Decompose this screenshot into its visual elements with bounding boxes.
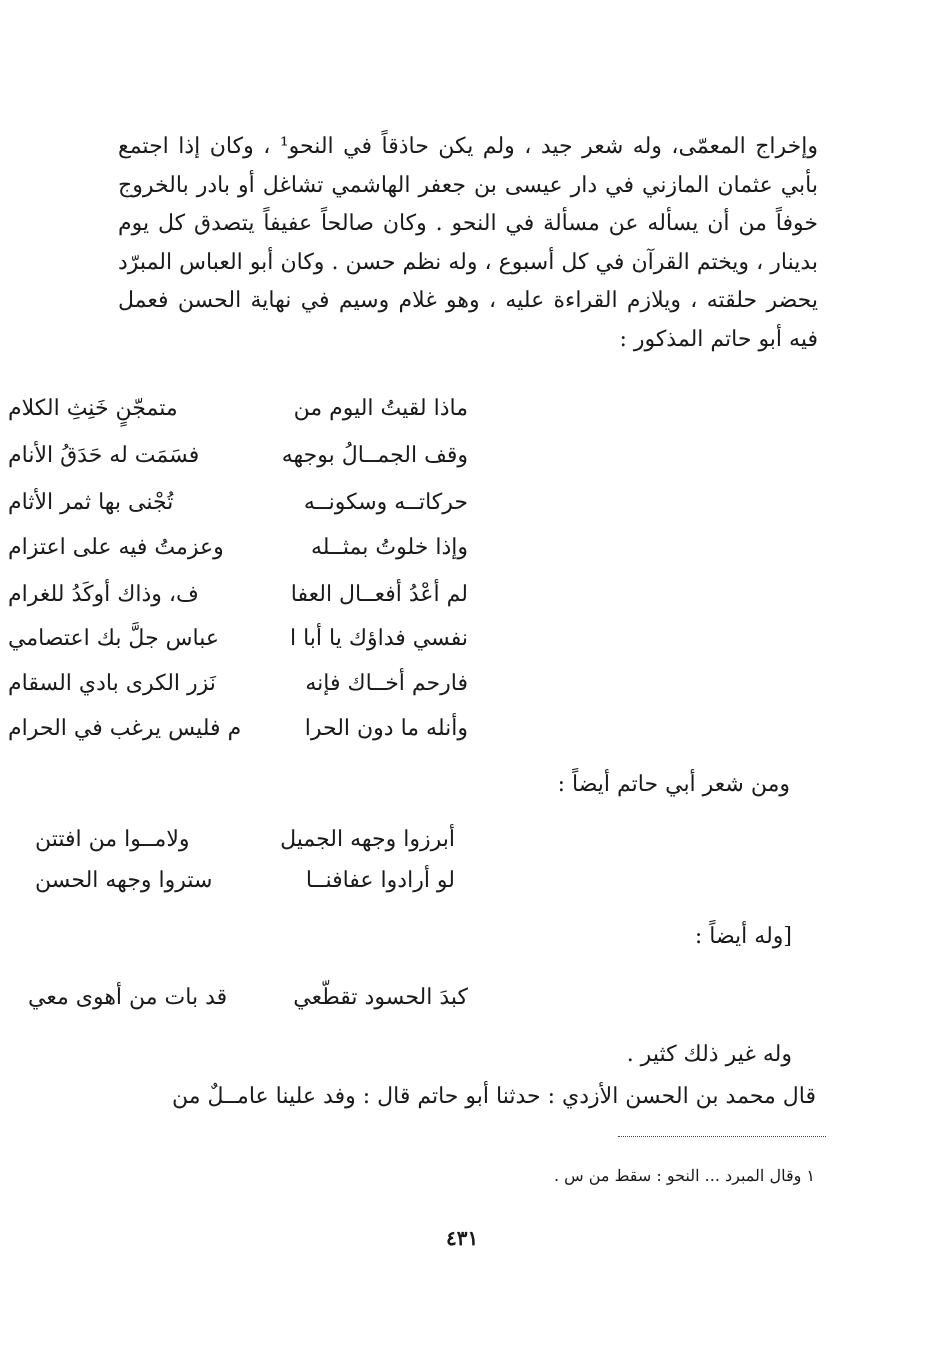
verse-hemistich-second: ولامــوا من افتتن bbox=[35, 827, 190, 852]
verse-line bbox=[8, 714, 468, 744]
verse-hemistich-first: وأنله ما دون الحرا bbox=[304, 716, 468, 741]
outro-line-1: وله غير ذلك كثير . bbox=[626, 1042, 792, 1067]
verse-hemistich-first: لو أرادوا عفافنــا bbox=[305, 868, 455, 893]
verse-line bbox=[28, 983, 468, 1013]
intro-paragraph: وإخراج المعمّى، وله شعر جيد ، ولم يكن حاذقاً في النحو¹ ، وكان إذا اجتمع بأبي عثمان المازني في دار عيسى بن جعفر الهاشمي تشاغل أو بادر بالخروج خوفاً من أن يسأله عن مسألة في النحو . وكان صالحاً عفيفاً يتصدق كل يوم بدينار ، ويختم القرآن في كل أسبوع ، وله نظم حسن . وكان أبو العباس المبرّد يحضر حلقته ، ويلازم القراءة عليه ، وهو غلام وسيم في نهاية الحسن فعمل فيه أبو حاتم المذكور : bbox=[118, 134, 818, 352]
verse-hemistich-second: نَزر الكرى بادي السقام bbox=[8, 671, 216, 696]
verse-line bbox=[8, 669, 468, 699]
verse-line bbox=[8, 533, 468, 563]
verse-line bbox=[8, 394, 468, 424]
verse-line bbox=[8, 624, 468, 654]
verse-hemistich-first: نفسي فداؤك يا أبا ا bbox=[290, 626, 468, 651]
verse-hemistich-second: متمجّنٍ خَنِثِ الكلام bbox=[8, 396, 178, 421]
poem-2-intro: ومن شعر أبي حاتم أيضاً : bbox=[557, 772, 790, 797]
verse-line bbox=[8, 580, 468, 610]
poem-3-intro: [وله أيضاً : bbox=[694, 924, 792, 949]
footnote-separator bbox=[618, 1136, 826, 1137]
verse-line bbox=[35, 825, 455, 855]
verse-hemistich-second: ستروا وجهه الحسن bbox=[35, 868, 213, 893]
verse-line bbox=[35, 866, 455, 896]
verse-hemistich-first: وقف الجمــالُ بوجهه bbox=[281, 443, 468, 468]
outro-line-2: قال محمد بن الحسن الأزدي : حدثنا أبو حاتم قال : وفد علينا عامــلٌ من bbox=[171, 1084, 816, 1109]
verse-hemistich-second: وعزمتُ فيه على اعتزام bbox=[8, 535, 224, 560]
verse-hemistich-first: وإذا خلوتُ بمثــله bbox=[310, 535, 468, 560]
verse-hemistich-second: قد بات من أهوى معي bbox=[28, 985, 228, 1010]
verse-hemistich-second: ف، وذاك أوكَدُ للغرام bbox=[8, 582, 199, 607]
verse-line bbox=[8, 488, 468, 518]
verse-hemistich-second: عباس جلَّ بك اعتصامي bbox=[8, 626, 220, 651]
page-number: ٤٣١ bbox=[446, 1226, 479, 1250]
verse-hemistich-first: لم أعْدُ أفعــال العفا bbox=[290, 582, 468, 607]
footnote: ١ وقال المبرد ... النحو : سقط من س . bbox=[553, 1166, 815, 1185]
verse-line bbox=[8, 441, 468, 471]
verse-hemistich-second: م فليس يرغب في الحرام bbox=[8, 716, 242, 741]
verse-hemistich-second: فسَمَت له حَدَقُ الأنام bbox=[8, 443, 200, 468]
verse-hemistich-first: حركاتــه وسكونــه bbox=[303, 490, 468, 515]
verse-hemistich-first: أبرزوا وجهه الجميل bbox=[280, 827, 455, 852]
verse-hemistich-first: ماذا لقيتُ اليوم من bbox=[293, 396, 468, 421]
verse-hemistich-first: كبدَ الحسود تقطّعي bbox=[293, 985, 468, 1010]
verse-hemistich-first: فارحم أخــاك فإنه bbox=[305, 671, 468, 696]
verse-hemistich-second: تُجْنى بها ثمر الأثام bbox=[8, 490, 174, 515]
